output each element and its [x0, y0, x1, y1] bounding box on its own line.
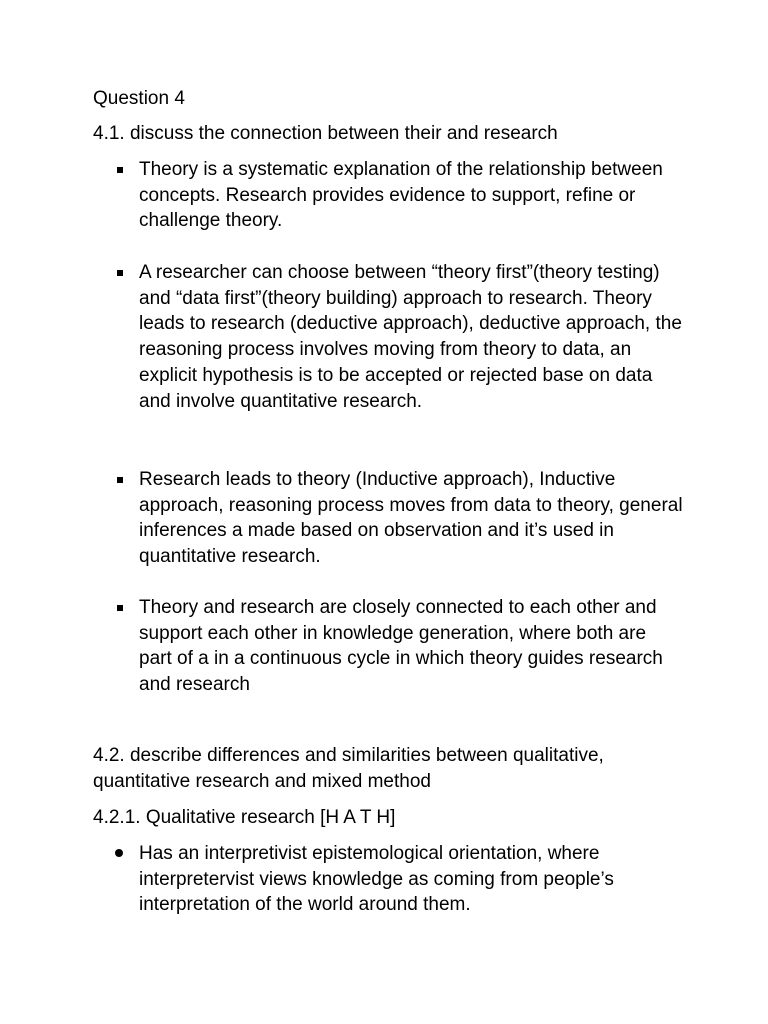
question-heading: Question 4: [93, 88, 185, 109]
list-item: [139, 260, 684, 414]
list-item: [139, 841, 684, 918]
section-4-1-heading: 4.1. discuss the connection between their and research: [93, 123, 558, 144]
section-4-2-heading: 4.2. describe differences and similarities between qualitative, quantitative research and mixed method: [93, 745, 604, 792]
list-item-text: Research leads to theory (Inductive approach), Inductive approach, reasoning process moves from data to theory, general inferences a made based on observation and it’s used in quantitative research.: [139, 469, 683, 568]
list-item: [139, 157, 684, 234]
list-item-text: Has an interpretivist epistemological orientation, where interpretervist views knowledge as coming from people’s interpretation of the world around them.: [139, 843, 614, 916]
square-bullet-icon: [117, 270, 123, 276]
list-item-text: Theory and research are closely connected to each other and support each other in knowledge generation, where both are part of a in a continuous cycle in which theory guides research and research: [139, 597, 663, 696]
section-4-2-1-subheading: 4.2.1. Qualitative research [H A T H]: [93, 807, 396, 828]
square-bullet-icon: [117, 477, 123, 483]
round-bullet-icon: [115, 849, 123, 857]
square-bullet-icon: [117, 167, 123, 173]
list-item-text: Theory is a systematic explanation of the relationship between concepts. Research provides evidence to support, refine or challenge theory.: [139, 159, 663, 232]
list-item: [139, 467, 684, 570]
list-item-text: A researcher can choose between “theory first”(theory testing) and “data first”(theory building) approach to research. Theory leads to research (deductive approach), deductive approach, the reasoning process involves moving from theory to data, an explicit hypothesis is to be accepted or rejected base on data and involve quantitative research.: [139, 262, 682, 412]
square-bullet-icon: [117, 605, 123, 611]
list-item: [139, 595, 684, 698]
